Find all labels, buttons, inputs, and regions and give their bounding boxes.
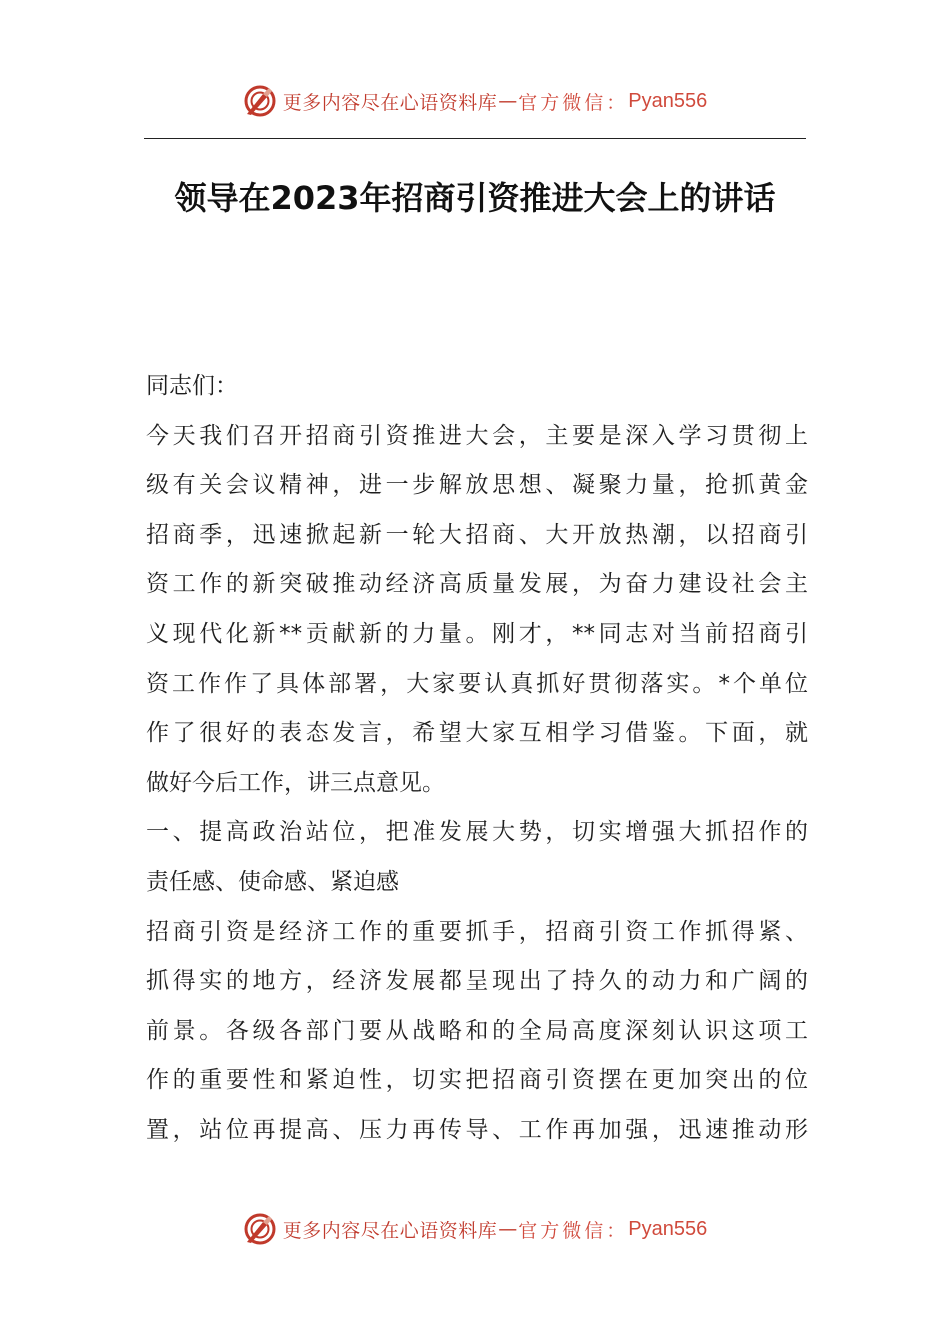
watermark-wechat-label: 官方微信： [518, 1219, 629, 1242]
body-line: 招商季，迅速掀起新一轮大招商、大开放热潮，以招商引 [146, 521, 808, 548]
body-line: 做好今后工作，讲三点意见。 [146, 769, 445, 796]
body-line: 资工作的新突破推动经济高质量发展，为奋力建设社会主 [146, 571, 808, 598]
body-line: 抓得实的地方，经济发展都呈现出了持久的动力和广阔的 [146, 968, 808, 995]
watermark-site-text: 更多内容尽在心语资料库 [282, 1219, 498, 1242]
watermark-dash: — [498, 1218, 518, 1240]
body-line: 前景。各级各部门要从战略和的全局高度深刻认识这项工 [146, 1017, 808, 1044]
body-line: 置，站位再提高、压力再传导、工作再加强，迅速推动形 [146, 1116, 808, 1143]
body-line: 今天我们召开招商引资推进大会，主要是深入学习贯彻上 [146, 422, 808, 449]
document-title: 领导在2023年招商引资推进大会上的讲话 [174, 179, 776, 217]
body-line: 作的重要性和紧迫性，切实把招商引资摆在更加突出的位 [146, 1067, 808, 1094]
document-body [146, 362, 808, 1156]
header-watermark [0, 84, 950, 118]
pen-logo-icon [243, 1212, 277, 1246]
body-line: 招商引资是经济工作的重要抓手，招商引资工作抓得紧、 [146, 918, 808, 945]
watermark-site-text: 更多内容尽在心语资料库 [282, 91, 498, 114]
watermark-wechat-id: Pyan556 [628, 1217, 708, 1240]
section-heading-line: 责任感、使命感、紧迫感 [146, 868, 399, 895]
body-line: 作了很好的表态发言，希望大家互相学习借鉴。下面，就 [146, 720, 808, 747]
body-line: 资工作作了具体部署，大家要认真抓好贯彻落实。*个单位 [146, 670, 808, 697]
watermark-dash: — [498, 90, 518, 112]
footer-watermark [0, 1212, 950, 1246]
body-line: 级有关会议精神，进一步解放思想、凝聚力量，抢抓黄金 [146, 472, 808, 499]
pen-logo-icon [243, 84, 277, 118]
watermark-wechat-id: Pyan556 [628, 89, 708, 112]
section-heading-line: 一、提高政治站位，把准发展大势，切实增强大抓招作的 [146, 819, 808, 846]
watermark-wechat-label: 官方微信： [518, 91, 629, 114]
body-line: 义现代化新**贡献新的力量。刚才，**同志对当前招商引 [146, 620, 808, 647]
body-line: 同志们： [146, 373, 238, 399]
header-divider [144, 138, 806, 139]
